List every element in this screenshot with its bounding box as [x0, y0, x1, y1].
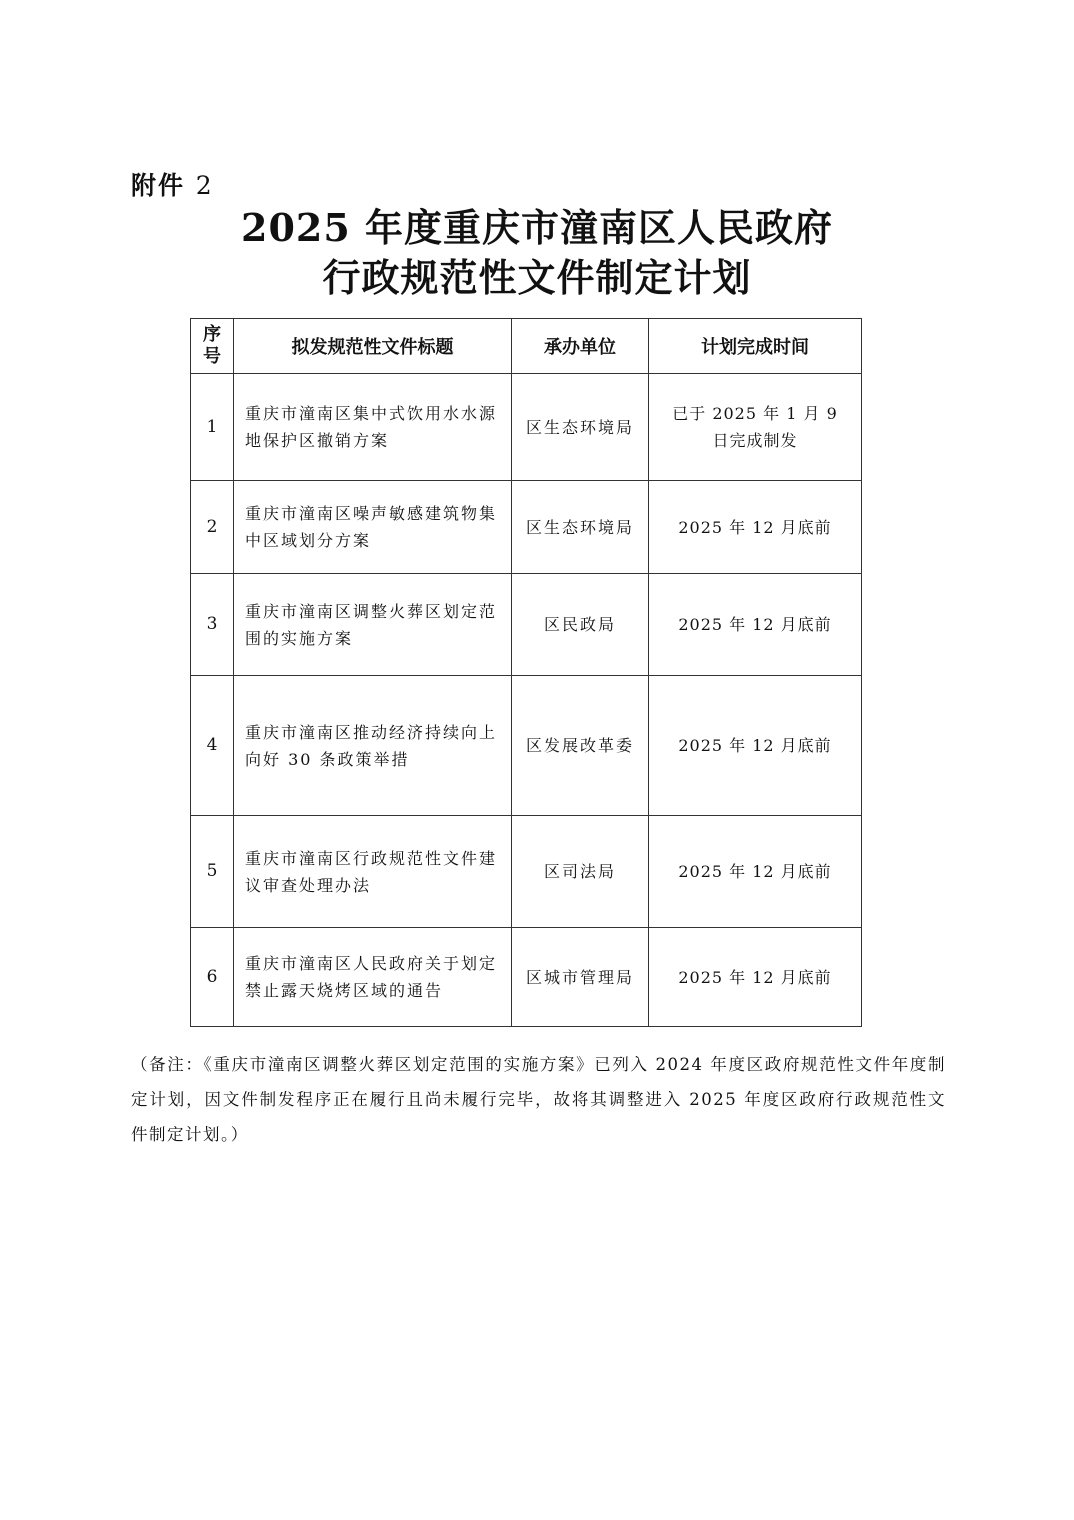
row-time: 2025 年 12 月底前 [649, 816, 862, 928]
table-row [191, 676, 862, 816]
header-unit: 承办单位 [512, 319, 649, 374]
table-row [191, 928, 862, 1027]
row-title: 重庆市潼南区推动经济持续向上向好 30 条政策举措 [234, 676, 512, 816]
row-unit: 区生态环境局 [512, 374, 649, 481]
header-time: 计划完成时间 [649, 319, 862, 374]
row-unit: 区发展改革委 [512, 676, 649, 816]
row-unit: 区生态环境局 [512, 481, 649, 574]
attachment-number: 2 [195, 171, 214, 200]
row-title: 重庆市潼南区人民政府关于划定禁止露天烧烤区域的通告 [234, 928, 512, 1027]
row-time: 2025 年 12 月底前 [649, 481, 862, 574]
row-seq: 6 [191, 928, 234, 1027]
row-title: 重庆市潼南区集中式饮用水水源地保护区撤销方案 [234, 374, 512, 481]
table-header-row [191, 319, 862, 374]
document-title-line2: 行政规范性文件制定计划 [322, 255, 752, 300]
row-seq: 5 [191, 816, 234, 928]
attachment-label-text: 附件 [131, 171, 186, 200]
row-seq: 3 [191, 574, 234, 676]
attachment-label [131, 166, 214, 202]
row-time: 2025 年 12 月底前 [649, 574, 862, 676]
row-time [649, 374, 862, 481]
row-title: 重庆市潼南区调整火葬区划定范围的实施方案 [234, 574, 512, 676]
table-row [191, 574, 862, 676]
document-title-line1: 2025 年度重庆市潼南区人民政府 [241, 205, 833, 250]
table-row [191, 374, 862, 481]
row-seq: 4 [191, 676, 234, 816]
row-time-text: 已于 2025 年 1 月 9 日完成制发 [672, 404, 838, 450]
row-unit: 区民政局 [512, 574, 649, 676]
row-time: 2025 年 12 月底前 [649, 928, 862, 1027]
row-seq: 1 [191, 374, 234, 481]
header-seq-text: 序号 [202, 324, 221, 367]
row-time: 2025 年 12 月底前 [649, 676, 862, 816]
plan-table [190, 318, 862, 1027]
table-row [191, 481, 862, 574]
header-seq [191, 319, 234, 374]
header-title: 拟发规范性文件标题 [234, 319, 512, 374]
row-unit: 区司法局 [512, 816, 649, 928]
row-unit: 区城市管理局 [512, 928, 649, 1027]
row-seq: 2 [191, 481, 234, 574]
table-row [191, 816, 862, 928]
remark-note: （备注：《重庆市潼南区调整火葬区划定范围的实施方案》已列入 2024 年度区政府规范性文件年度制定计划，因文件制发程序正在履行且尚未履行完毕，故将其调整进入 2025 年度区政府行政规范性文件制定计划。） [131, 1055, 946, 1144]
row-title: 重庆市潼南区行政规范性文件建议审查处理办法 [234, 816, 512, 928]
row-title: 重庆市潼南区噪声敏感建筑物集中区域划分方案 [234, 481, 512, 574]
